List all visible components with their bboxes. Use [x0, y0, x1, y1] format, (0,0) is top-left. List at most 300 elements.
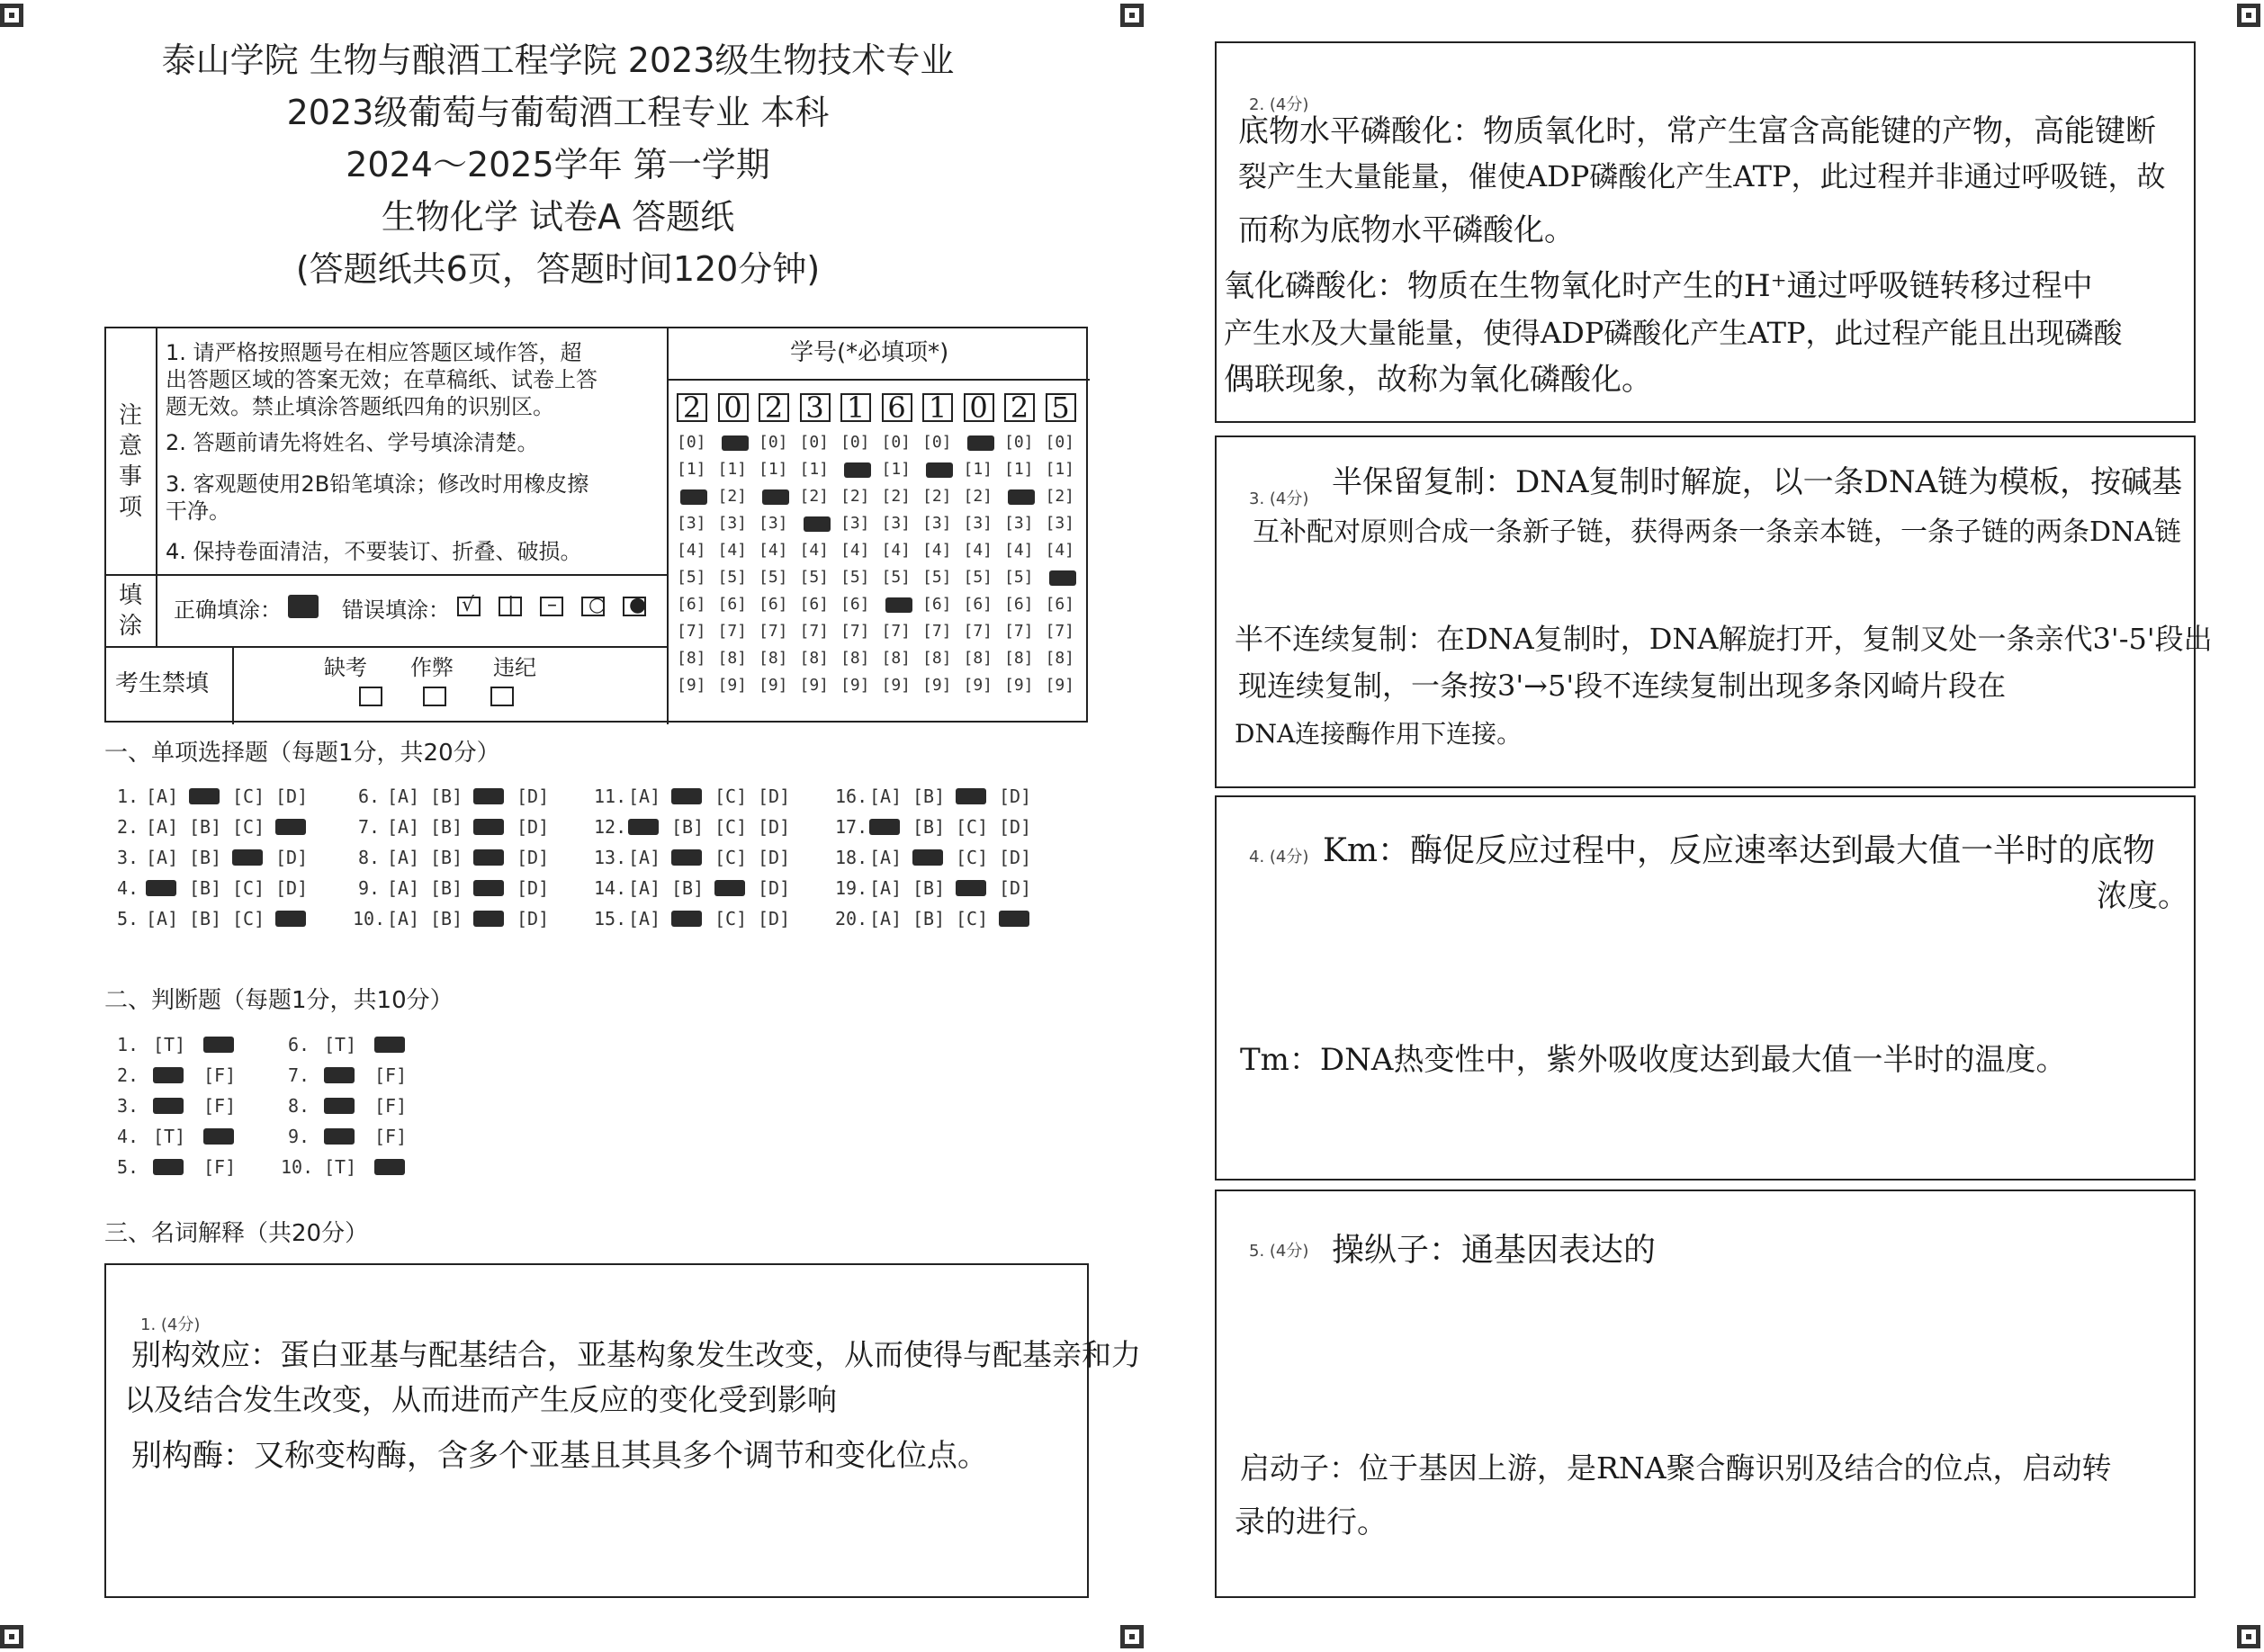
student-id-digit: 0 [969, 391, 988, 425]
mc-option[interactable]: [A] [146, 908, 179, 929]
mc-question-number: 7. [358, 816, 381, 838]
student-id-bubble[interactable]: [6] [922, 595, 952, 614]
student-id-bubble[interactable]: [7] [881, 622, 912, 641]
student-id-bubble[interactable]: [9] [1004, 676, 1034, 695]
notice-item-2: 2. 答题前请先将姓名、学号填涂清楚。 [166, 430, 539, 455]
student-id-bubble[interactable]: [4] [677, 541, 706, 560]
student-id-bubble[interactable]: [1] [677, 460, 706, 479]
student-id-bubble[interactable]: [6] [1045, 595, 1075, 614]
student-id-bubble[interactable]: [5] [759, 568, 788, 587]
student-id-bubble[interactable]: [8] [799, 649, 830, 668]
student-id-bubble-filled[interactable] [804, 516, 831, 532]
mc-question-number: 16. [835, 786, 868, 807]
mc-option[interactable]: [A] [387, 816, 420, 838]
mc-option[interactable]: [D] [758, 847, 791, 868]
mc-option[interactable]: [A] [387, 786, 420, 807]
student-id-bubble[interactable]: [3] [759, 514, 788, 533]
student-id-bubble[interactable]: [7] [717, 622, 748, 641]
student-id-bubble[interactable]: [7] [963, 622, 993, 641]
header-line-2: 2023级葡萄与葡萄酒工程专业 本科 [286, 93, 830, 132]
mc-option-filled[interactable] [275, 911, 306, 927]
student-id-bubble[interactable]: [0] [840, 433, 870, 452]
mc-option[interactable]: [D] [517, 816, 550, 838]
mc-option[interactable]: [D] [275, 877, 309, 899]
mc-question-number: 15. [594, 908, 627, 929]
tf-option-filled[interactable] [324, 1067, 355, 1083]
student-id-bubble[interactable]: [9] [1045, 676, 1075, 695]
tf-option-filled[interactable] [374, 1159, 405, 1175]
mc-question-number: 10. [353, 908, 386, 929]
student-id-bubble[interactable]: [2] [799, 487, 830, 506]
student-id-bubble-filled[interactable] [680, 489, 707, 505]
q4-line-2: 浓度。 [2097, 878, 2188, 914]
student-id-bubble[interactable]: [9] [881, 676, 912, 695]
section1-title: 一、单项选择题（每题1分，共20分） [104, 740, 500, 767]
tf-question-number: 4. [117, 1126, 139, 1147]
student-id-bubble[interactable]: [1] [881, 460, 912, 479]
mc-option[interactable]: [C] [714, 847, 748, 868]
q3-line-1: 半保留复制：DNA复制时解旋，以一条DNA链为模板，按碱基 [1332, 464, 2183, 500]
mc-option[interactable]: [A] [628, 908, 661, 929]
mc-option[interactable]: [A] [869, 786, 903, 807]
answer-box-q3 [1215, 435, 2213, 788]
q3-line-5: DNA连接酶作用下连接。 [1235, 719, 1523, 749]
student-id-bubble[interactable]: [5] [922, 568, 952, 587]
mc-question-number: 5. [117, 908, 139, 929]
student-id-bubble[interactable]: [5] [717, 568, 748, 587]
mc-question-number: 17. [835, 816, 868, 838]
student-id-bubble[interactable]: [8] [717, 649, 748, 668]
student-id-bubble[interactable]: [9] [963, 676, 993, 695]
absent-label: 缺考 [324, 655, 367, 680]
header-line-3: 2024～2025学年 第一学期 [346, 145, 770, 184]
mc-option[interactable]: [D] [999, 877, 1032, 899]
q5-number: 5. (4分) [1249, 1242, 1309, 1261]
tf-option-filled[interactable] [374, 1037, 405, 1053]
student-id-bubble[interactable]: [3] [963, 514, 993, 533]
mc-option[interactable]: [B] [430, 908, 463, 929]
tf-option-filled[interactable] [153, 1067, 184, 1083]
student-id-bubble[interactable]: [6] [677, 595, 706, 614]
q2-line-6: 偶联现象，故称为氧化磷酸化。 [1224, 362, 1652, 398]
mc-question-number: 18. [835, 847, 868, 868]
mc-option[interactable]: [D] [517, 847, 550, 868]
student-id-grid [673, 382, 1087, 724]
mc-option[interactable]: [D] [275, 786, 309, 807]
wrong-fill-example-line: | [499, 597, 522, 616]
notice-item-3: 3. 客观题使用2B铅笔填涂；修改时用橡皮擦 [166, 471, 589, 497]
mc-option-filled[interactable] [628, 819, 659, 835]
q2-line-5: 产生水及大量能量，使得ADP磷酸化产生ATP，此过程产能且出现磷酸 [1224, 316, 2123, 350]
fill-label-2: 涂 [118, 613, 142, 640]
absent-checkbox[interactable] [359, 687, 382, 706]
mc-option[interactable]: [C] [232, 908, 265, 929]
mc-option[interactable]: [A] [628, 877, 661, 899]
student-id-bubble[interactable]: [6] [963, 595, 993, 614]
mc-question-number: 3. [117, 847, 139, 868]
student-id-bubble[interactable]: [9] [840, 676, 870, 695]
student-id-bubble-filled[interactable] [1008, 489, 1035, 505]
mc-question-number: 13. [594, 847, 627, 868]
mc-option[interactable]: [A] [146, 847, 179, 868]
q5-line-2: 启动子：位于基因上游，是RNA聚合酶识别及结合的位点，启动转 [1240, 1450, 2112, 1486]
student-id-bubble[interactable]: [0] [677, 433, 706, 452]
student-id-digit: 2 [1010, 391, 1029, 425]
mc-option-filled[interactable] [275, 819, 306, 835]
corner-mark-bottom-middle [1120, 1625, 1144, 1648]
student-id-bubble[interactable]: [6] [717, 595, 748, 614]
student-id-bubble[interactable]: [4] [759, 541, 788, 560]
student-id-bubble[interactable]: [9] [759, 676, 788, 695]
correct-fill-label: 正确填涂： [174, 597, 282, 623]
mc-option[interactable]: [A] [387, 908, 420, 929]
tf-option[interactable]: [T] [153, 1126, 186, 1147]
tf-option[interactable]: [T] [153, 1034, 186, 1055]
mc-option-filled[interactable] [232, 849, 263, 866]
student-id-bubble[interactable]: [2] [1045, 487, 1075, 506]
student-id-bubble[interactable]: [1] [717, 460, 748, 479]
corner-mark-top-left [0, 4, 23, 27]
mc-option-filled[interactable] [473, 911, 504, 927]
answer-box-q5 [1215, 1190, 2196, 1598]
section2-title: 二、判断题（每题1分，共10分） [104, 987, 454, 1014]
student-id-bubble[interactable]: [1] [1045, 460, 1075, 479]
q1-line-3: 别构酶：又称变构酶，含多个亚基且其具多个调节和变化位点。 [131, 1438, 988, 1474]
q4-line-3: Tm：DNA热变性中，紫外吸收度达到最大值一半时的温度。 [1240, 1042, 2067, 1078]
student-id-bubble[interactable]: [0] [922, 433, 952, 452]
student-id-bubble[interactable]: [5] [799, 568, 830, 587]
mc-option-filled[interactable] [671, 849, 702, 866]
mc-option[interactable]: [B] [189, 816, 222, 838]
mc-option[interactable]: [B] [189, 877, 222, 899]
notice-item-3b: 干净。 [166, 498, 230, 524]
wrong-fill-example-dot: ● [623, 597, 646, 616]
mc-option[interactable]: [B] [671, 816, 705, 838]
mc-option[interactable]: [B] [671, 877, 705, 899]
tf-question-number: 2. [117, 1064, 139, 1086]
student-id-bubble[interactable]: [2] [881, 487, 912, 506]
student-id-bubble[interactable]: [6] [799, 595, 830, 614]
mc-option[interactable]: [C] [956, 847, 989, 868]
mc-option[interactable]: [C] [232, 786, 265, 807]
tf-question-number: 1. [117, 1034, 139, 1055]
student-id-bubble[interactable]: [7] [922, 622, 952, 641]
mc-question-number: 4. [117, 877, 139, 899]
mc-option[interactable]: [D] [758, 877, 791, 899]
multiple-choice-grid [117, 785, 1089, 947]
notice-item-4: 4. 保持卷面清洁，不要装订、折叠、破损。 [166, 539, 582, 564]
mc-option[interactable]: [D] [999, 847, 1032, 868]
mc-option[interactable]: [A] [628, 847, 661, 868]
mc-option[interactable]: [A] [628, 786, 661, 807]
tf-option-filled[interactable] [203, 1128, 234, 1145]
mc-option-filled[interactable] [714, 880, 745, 896]
student-id-bubble[interactable]: [8] [677, 649, 706, 668]
q5-line-1: 操纵子：通基因表达的 [1332, 1232, 1657, 1269]
mc-option[interactable]: [D] [758, 786, 791, 807]
student-id-bubble[interactable]: [0] [881, 433, 912, 452]
mc-question-number: 19. [835, 877, 868, 899]
true-false-grid [117, 1033, 567, 1195]
student-id-bubble-filled[interactable] [885, 597, 912, 613]
student-id-bubble[interactable]: [7] [677, 622, 706, 641]
cheat-checkbox[interactable] [423, 687, 446, 706]
student-id-bubble[interactable]: [7] [1045, 622, 1075, 641]
student-id-bubble[interactable]: [7] [759, 622, 788, 641]
mc-option[interactable]: [A] [387, 877, 420, 899]
student-id-bubble[interactable]: [6] [840, 595, 870, 614]
student-id-bubble[interactable]: [0] [1004, 433, 1034, 452]
student-id-bubble[interactable]: [5] [1004, 568, 1034, 587]
student-id-bubble[interactable]: [8] [840, 649, 870, 668]
student-id-bubble[interactable]: [4] [717, 541, 748, 560]
tf-option[interactable]: [F] [374, 1064, 408, 1086]
student-id-bubble[interactable]: [3] [1004, 514, 1034, 533]
tf-question-number: 8. [288, 1095, 310, 1117]
student-id-digit: 1 [928, 391, 948, 425]
student-id-bubble-filled[interactable] [1049, 570, 1076, 586]
student-id-bubble[interactable]: [1] [799, 460, 830, 479]
notice-item-1b: 出答题区域的答案无效；在草稿纸、试卷上答 [166, 367, 597, 392]
student-id-bubble[interactable]: [8] [1045, 649, 1075, 668]
fill-label-1: 填 [118, 582, 142, 609]
student-id-bubble[interactable]: [3] [922, 514, 952, 533]
mc-option[interactable]: [B] [912, 816, 946, 838]
student-id-bubble-filled[interactable] [926, 462, 953, 478]
q2-number: 2. (4分) [1249, 95, 1309, 114]
student-id-bubble[interactable]: [4] [1004, 541, 1034, 560]
mc-option[interactable]: [A] [387, 847, 420, 868]
answer-box-q4 [1215, 795, 2196, 1181]
tf-option[interactable]: [F] [374, 1126, 408, 1147]
q1-line-2: 以及结合发生改变，从而进而产生反应的变化受到影响 [124, 1382, 837, 1417]
student-id-bubble[interactable]: [1] [963, 460, 993, 479]
student-id-bubble-filled[interactable] [762, 489, 789, 505]
tf-option-filled[interactable] [153, 1098, 184, 1114]
mc-option[interactable]: [C] [714, 816, 748, 838]
notice-label-2: 意 [118, 433, 142, 460]
student-id-bubble[interactable]: [5] [963, 568, 993, 587]
mc-option[interactable]: [D] [275, 847, 309, 868]
q4-number: 4. (4分) [1249, 848, 1309, 866]
student-id-digit: 3 [805, 391, 824, 425]
mc-option[interactable]: [D] [999, 816, 1032, 838]
mc-option-filled[interactable] [189, 788, 220, 804]
mc-option[interactable]: [A] [869, 908, 903, 929]
tf-option-filled[interactable] [203, 1037, 234, 1053]
student-id-bubble[interactable]: [5] [677, 568, 706, 587]
student-id-bubble[interactable]: [8] [963, 649, 993, 668]
student-id-bubble[interactable]: [2] [963, 487, 993, 506]
student-id-bubble[interactable]: [8] [922, 649, 952, 668]
student-id-bubble[interactable]: [1] [1004, 460, 1034, 479]
section3-title: 三、名词解释（共20分） [104, 1220, 369, 1247]
student-id-bubble[interactable]: [4] [963, 541, 993, 560]
student-id-bubble[interactable]: [4] [1045, 541, 1075, 560]
student-id-bubble[interactable]: [6] [759, 595, 788, 614]
student-id-bubble[interactable]: [5] [881, 568, 912, 587]
student-id-bubble-filled[interactable] [722, 435, 749, 451]
student-id-bubble[interactable]: [9] [717, 676, 748, 695]
violation-label: 违纪 [493, 655, 536, 680]
mc-option-filled[interactable] [473, 880, 504, 896]
mc-option[interactable]: [C] [714, 786, 748, 807]
mc-option[interactable]: [B] [430, 786, 463, 807]
mc-question-number: 20. [835, 908, 868, 929]
mc-question-number: 9. [358, 877, 381, 899]
mc-option[interactable]: [C] [956, 816, 989, 838]
student-id-bubble[interactable]: [4] [881, 541, 912, 560]
q2-line-2: 裂产生大量能量，催使ADP磷酸化产生ATP，此过程并非通过呼吸链，故 [1238, 159, 2166, 193]
q1-number: 1. (4分) [140, 1315, 201, 1334]
violation-checkbox[interactable] [490, 687, 514, 706]
student-id-bubble[interactable]: [7] [1004, 622, 1034, 641]
exam-staff-label: 考生禁填 [115, 670, 210, 697]
corner-mark-bottom-right [2237, 1625, 2260, 1648]
q4-line-1: Km：酶促反应过程中，反应速率达到最大值一半时的底物 [1323, 832, 2156, 869]
mc-option-filled[interactable] [146, 880, 176, 896]
mc-option-filled[interactable] [671, 911, 702, 927]
student-id-bubble[interactable]: [5] [840, 568, 870, 587]
header-line-5: (答题纸共6页，答题时间120分钟) [295, 249, 821, 289]
student-id-bubble[interactable]: [1] [759, 460, 788, 479]
wrong-fill-example-dash: – [540, 597, 563, 616]
mc-option-filled[interactable] [869, 819, 900, 835]
mc-option[interactable]: [D] [517, 908, 550, 929]
student-id-bubble[interactable]: [9] [799, 676, 830, 695]
q2-line-1: 底物水平磷酸化：物质氧化时，常产生富含高能键的产物，高能键断 [1238, 113, 2156, 149]
mc-option[interactable]: [B] [430, 847, 463, 868]
mc-option[interactable]: [C] [956, 908, 989, 929]
mc-option-filled[interactable] [473, 788, 504, 804]
answer-box-q1 [104, 1263, 1141, 1598]
tf-question-number: 7. [288, 1064, 310, 1086]
student-id-bubble[interactable]: [8] [759, 649, 788, 668]
mc-option[interactable]: [C] [232, 816, 265, 838]
student-id-digit: 2 [682, 391, 702, 425]
q1-line-1: 别构效应：蛋白亚基与配基结合，亚基构象发生改变，从而使得与配基亲和力 [131, 1337, 1141, 1372]
mc-option[interactable]: [B] [189, 847, 222, 868]
mc-option[interactable]: [B] [430, 877, 463, 899]
mc-option[interactable]: [D] [758, 816, 791, 838]
notice-label-4: 项 [118, 494, 142, 521]
student-id-bubble[interactable]: [8] [1004, 649, 1034, 668]
student-id-bubble[interactable]: [2] [717, 487, 748, 506]
mc-option-filled[interactable] [956, 788, 986, 804]
tf-option-filled[interactable] [324, 1098, 355, 1114]
q3-line-2: 互补配对原则合成一条新子链，获得两条一条亲本链，一条子链的两条DNA链 [1253, 516, 2181, 548]
tf-option[interactable]: [T] [324, 1156, 357, 1178]
q5-line-3: 录的进行。 [1235, 1504, 1388, 1540]
mc-option[interactable]: [B] [912, 786, 946, 807]
student-id-bubble[interactable]: [6] [1004, 595, 1034, 614]
tf-question-number: 9. [288, 1126, 310, 1147]
mc-option[interactable]: [B] [912, 908, 946, 929]
notice-item-1: 1. 请严格按照题号在相应答题区域作答，超 [166, 340, 582, 365]
student-id-bubble-filled[interactable] [844, 462, 871, 478]
mc-option[interactable]: [A] [869, 847, 903, 868]
mc-option-filled[interactable] [956, 880, 986, 896]
mc-question-number: 12. [594, 816, 627, 838]
mc-option-filled[interactable] [999, 911, 1029, 927]
mc-option[interactable]: [B] [189, 908, 222, 929]
tf-option[interactable]: [T] [324, 1034, 357, 1055]
student-id-digit: 0 [723, 391, 742, 425]
mc-question-number: 11. [594, 786, 627, 807]
mc-option[interactable]: [B] [912, 877, 946, 899]
notice-label-3: 事 [118, 463, 142, 490]
tf-option[interactable]: [F] [374, 1095, 408, 1117]
q2-line-4: 氧化磷酸化：物质在生物氧化时产生的H⁺通过呼吸链转移过程中 [1224, 268, 2093, 304]
mc-option[interactable]: [D] [517, 786, 550, 807]
mc-option[interactable]: [C] [714, 908, 748, 929]
tf-option-filled[interactable] [324, 1128, 355, 1145]
tf-question-number: 6. [288, 1034, 310, 1055]
student-id-bubble[interactable]: [3] [677, 514, 706, 533]
student-id-bubble[interactable]: [0] [759, 433, 788, 452]
student-id-bubble[interactable]: [3] [881, 514, 912, 533]
student-id-bubble[interactable]: [2] [840, 487, 870, 506]
mc-option[interactable]: [B] [430, 816, 463, 838]
tf-question-number: 10. [281, 1156, 314, 1178]
student-id-bubble[interactable]: [7] [799, 622, 830, 641]
student-id-bubble[interactable]: [7] [840, 622, 870, 641]
mc-question-number: 2. [117, 816, 139, 838]
header-line-1: 泰山学院 生物与酿酒工程学院 2023级生物技术专业 [161, 40, 955, 80]
mc-option[interactable]: [A] [869, 877, 903, 899]
student-id-bubble-filled[interactable] [967, 435, 994, 451]
student-id-bubble[interactable]: [9] [677, 676, 706, 695]
header-line-4: 生物化学 试卷A 答题纸 [381, 197, 735, 237]
cheat-label: 作弊 [410, 655, 454, 680]
notice-item-1c: 题无效。禁止填涂答题纸四角的识别区。 [166, 394, 554, 419]
student-id-bubble[interactable]: [3] [1045, 514, 1075, 533]
notice-label-1: 注 [118, 402, 142, 429]
student-id-digit: 1 [846, 391, 866, 425]
student-id-bubble[interactable]: [0] [1045, 433, 1075, 452]
corner-mark-bottom-left [0, 1625, 23, 1648]
student-id-bubble[interactable]: [4] [799, 541, 830, 560]
student-id-bubble[interactable]: [8] [881, 649, 912, 668]
student-id-bubble[interactable]: [9] [922, 676, 952, 695]
wrong-fill-label: 错误填涂： [342, 597, 450, 623]
mc-option[interactable]: [A] [146, 786, 179, 807]
tf-option-filled[interactable] [153, 1159, 184, 1175]
mc-option-filled[interactable] [671, 788, 702, 804]
student-id-bubble[interactable]: [4] [840, 541, 870, 560]
tf-option[interactable]: [F] [203, 1064, 237, 1086]
mc-option[interactable]: [D] [999, 786, 1032, 807]
mc-option-filled[interactable] [473, 819, 504, 835]
tf-option[interactable]: [F] [203, 1095, 237, 1117]
student-id-bubble[interactable]: [2] [922, 487, 952, 506]
mc-option[interactable]: [C] [232, 877, 265, 899]
mc-option[interactable]: [D] [758, 908, 791, 929]
mc-option-filled[interactable] [912, 849, 943, 866]
tf-option[interactable]: [F] [203, 1156, 237, 1178]
correct-fill-example [288, 595, 319, 618]
student-id-bubble[interactable]: [0] [799, 433, 830, 452]
mc-question-number: 6. [358, 786, 381, 807]
student-id-bubble[interactable]: [3] [717, 514, 748, 533]
mc-option[interactable]: [A] [146, 816, 179, 838]
tf-question-number: 5. [117, 1156, 139, 1178]
mc-option[interactable]: [D] [517, 877, 550, 899]
student-id-bubble[interactable]: [3] [840, 514, 870, 533]
mc-option-filled[interactable] [473, 849, 504, 866]
student-id-bubble[interactable]: [4] [922, 541, 952, 560]
q2-line-3: 而称为底物水平磷酸化。 [1238, 212, 1575, 248]
